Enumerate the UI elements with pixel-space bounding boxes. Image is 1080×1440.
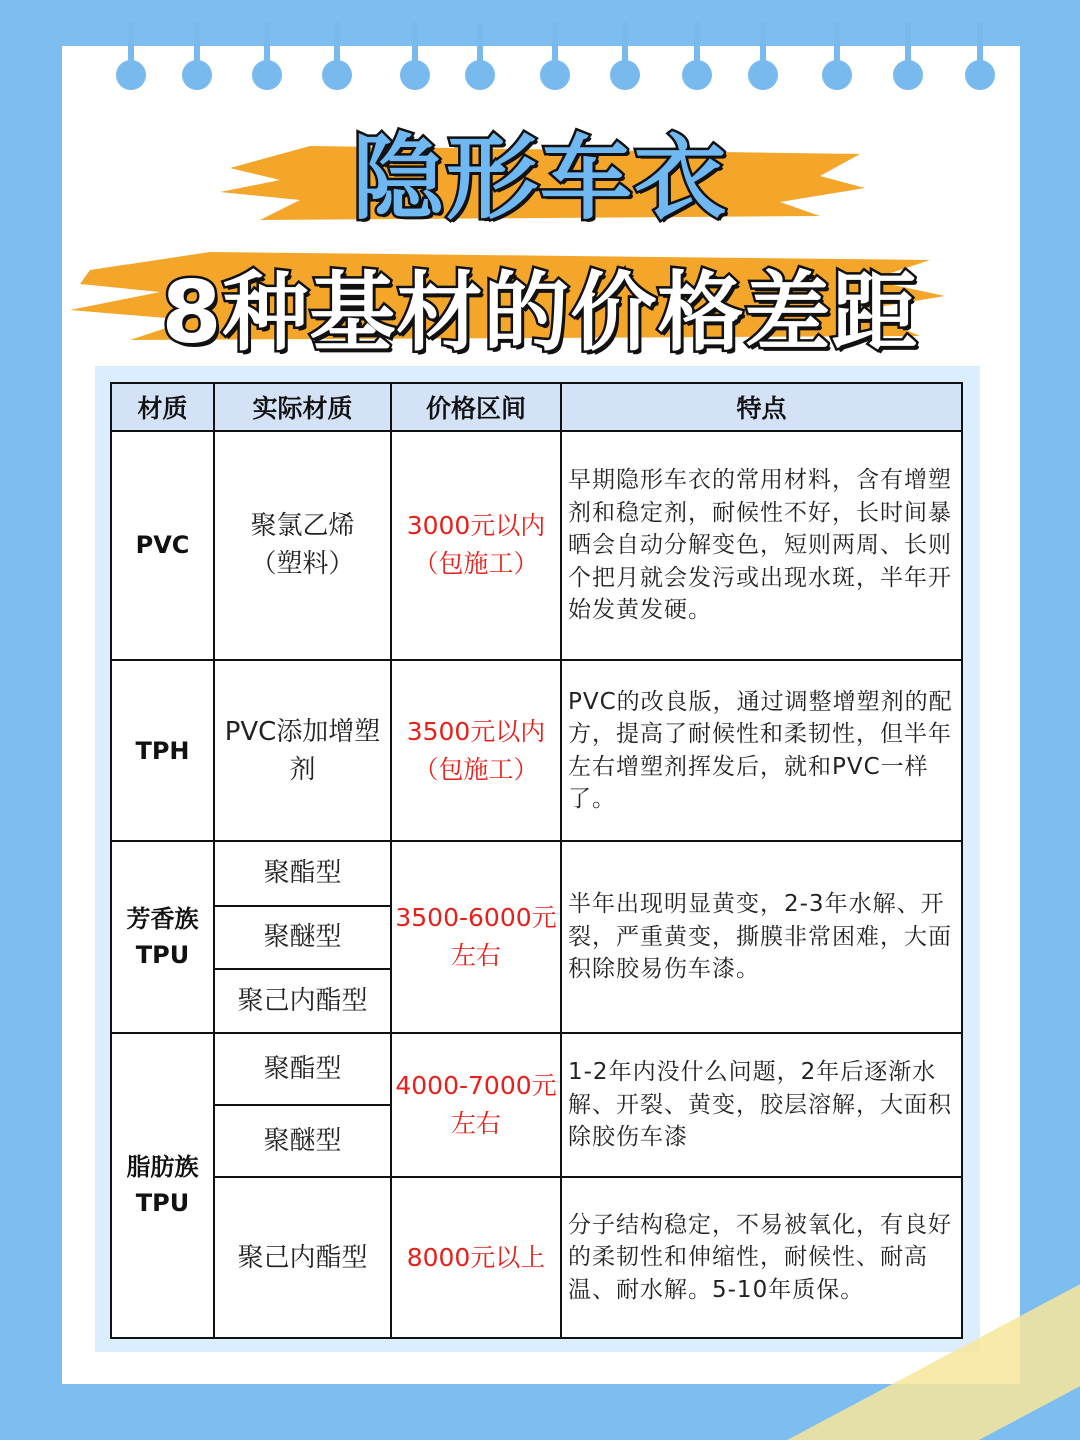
binder-ring-icon [610, 60, 640, 90]
material-cell [111, 1033, 214, 1338]
price-line: 3500元以内 [406, 716, 546, 746]
price-cell [391, 841, 561, 1033]
features-cell: PVC的改良版，通过调整增塑剂的配方，提高了耐候性和柔韧性，但半年左右增塑剂挥发后，就和PVC一样了。 [561, 660, 962, 842]
actual-material-cell [214, 431, 391, 660]
material-line: 脂肪族 [126, 1153, 199, 1182]
actual-material-cell: 聚醚型 [214, 906, 391, 969]
material-cell [111, 841, 214, 1033]
material-cell: TPH [111, 660, 214, 842]
binder-ring-icon [182, 60, 212, 90]
actual-material-line: 聚氯乙烯 [250, 511, 355, 542]
binder-ring-icon [465, 60, 495, 90]
header-material: 材质 [111, 383, 214, 431]
price-cell [391, 431, 561, 660]
actual-material-line: 剂 [289, 754, 316, 785]
title-line-1: 隐形车衣 [351, 125, 728, 232]
binder-ring-icon [965, 60, 995, 90]
features-cell: 分子结构稳定，不易被氧化，有良好的柔韧性和伸缩性，耐候性、耐高温、耐水解。5-10年质保。 [561, 1177, 962, 1338]
table-row-aliphatic-tpu [111, 1177, 962, 1338]
material-line: TPU [135, 1189, 190, 1218]
binder-ring-icon [322, 60, 352, 90]
material-cell: PVC [111, 431, 214, 660]
price-line: 3500-6000元 [395, 903, 557, 933]
actual-material-cell: 聚己内酯型 [214, 1177, 391, 1338]
actual-material-cell: 聚酯型 [214, 1033, 391, 1105]
material-line: TPU [135, 941, 190, 970]
actual-material-cell: 聚酯型 [214, 841, 391, 905]
binder-ring-icon [400, 60, 430, 90]
actual-material-line: （塑料） [250, 549, 355, 580]
material-line: 芳香族 [126, 905, 199, 934]
price-cell: 8000元以上 [391, 1177, 561, 1338]
binder-ring-icon [893, 60, 923, 90]
price-cell [391, 660, 561, 842]
features-cell: 半年出现明显黄变，2-3年水解、开裂，严重黄变，撕膜非常困难，大面积除胶易伤车漆。 [561, 841, 962, 1033]
price-line: 3000元以内 [406, 511, 546, 541]
title-line-2: 8种基材的价格差距 [161, 263, 919, 363]
binder-ring-icon [116, 60, 146, 90]
price-line: （包施工） [413, 549, 539, 579]
price-comparison-table [110, 382, 963, 1339]
features-cell: 1-2年内没什么问题，2年后逐渐水解、开裂、黄变，胶层溶解，大面积除胶伤车漆 [561, 1033, 962, 1177]
table-row-tph [111, 660, 962, 842]
header-price-range: 价格区间 [391, 383, 561, 431]
price-line: 左右 [450, 941, 501, 971]
price-line: 4000-7000元 [395, 1071, 557, 1101]
header-actual-material: 实际材质 [214, 383, 391, 431]
binder-ring-icon [682, 60, 712, 90]
price-line: 左右 [450, 1109, 501, 1139]
table-header-row [111, 383, 962, 431]
table-row-pvc [111, 431, 962, 660]
features-cell: 早期隐形车衣的常用材料，含有增塑剂和稳定剂，耐候性不好，长时间暴晒会自动分解变色，短则两周、长则个把月就会发污或出现水斑，半年开始发黄发硬。 [561, 431, 962, 660]
price-cell [391, 1033, 561, 1177]
price-line: （包施工） [413, 754, 539, 784]
actual-material-cell: 聚己内酯型 [214, 969, 391, 1033]
binder-ring-icon [540, 60, 570, 90]
header-features: 特点 [561, 383, 962, 431]
actual-material-cell [214, 660, 391, 842]
actual-material-cell: 聚醚型 [214, 1105, 391, 1177]
binder-ring-icon [748, 60, 778, 90]
table-row-aliphatic-tpu [111, 1033, 962, 1105]
actual-material-line: PVC添加增塑 [224, 716, 381, 747]
binder-ring-icon [822, 60, 852, 90]
binder-ring-icon [252, 60, 282, 90]
table-row-aromatic-tpu [111, 841, 962, 905]
